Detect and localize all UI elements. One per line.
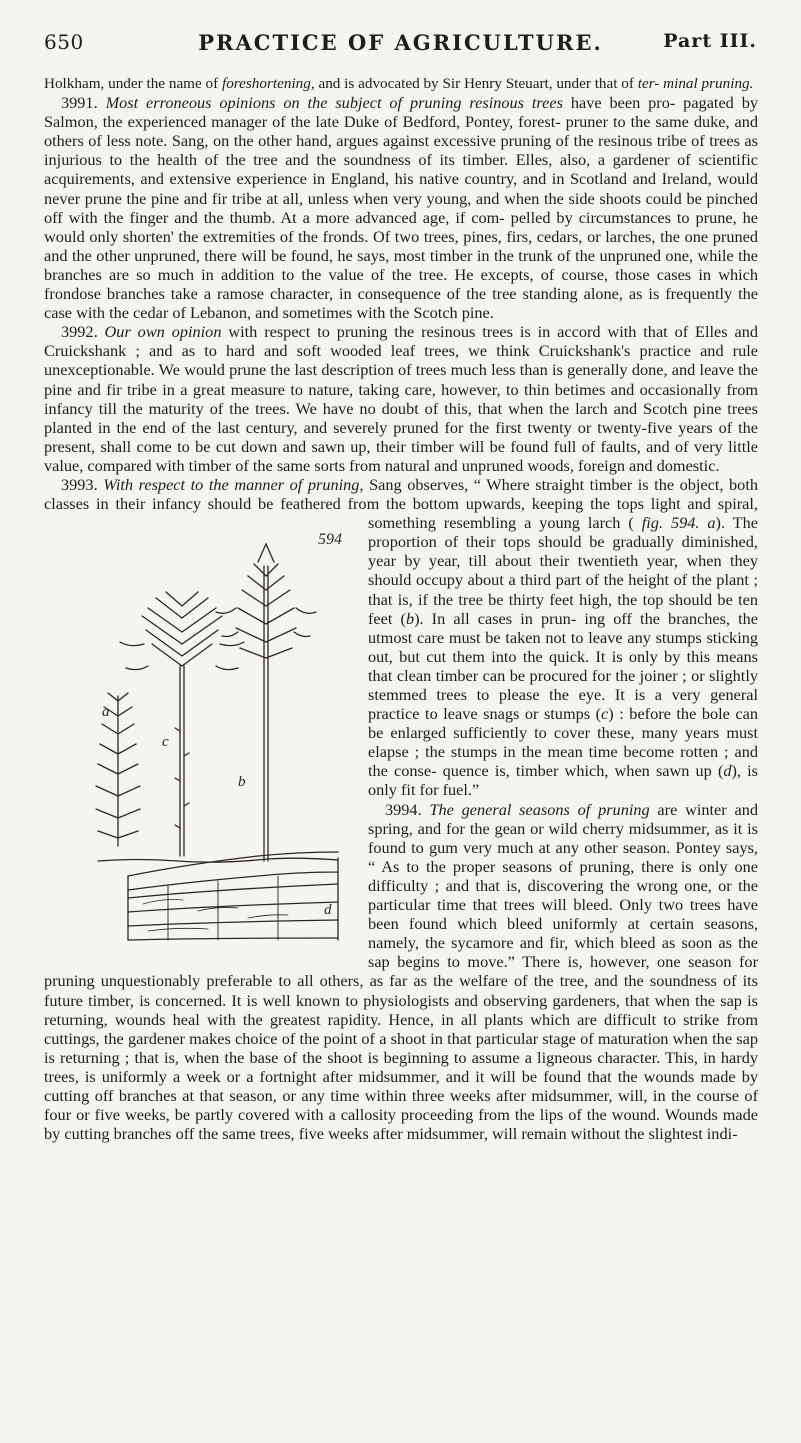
label-c: c — [162, 734, 169, 751]
paragraph-3993: 3993. With respect to the manner of pruning, Sang observes, “ Where straight timber is the object, both classes in their infancy should be feathered from the bottom upwards, keeping the tops light and spiral, something resembling a young larch ( 594 a b c d fig. 594. a). The proportion of their tops should be gradually diminished, year by year, till about their twentieth year, when they should occupy about a third part of the height of the plant ; that is, if the tree be thirty feet high, the top should be ten feet (b). In all cases in prun- ing off the branches, the utmost care must be taken not to leave any stumps sticking out, but cut them into the quick. It is only by this means that clean timber can be procured for the joiner ; or slightly stemmed trees to please the eye. It is a very general practice to leave snags or stumps (c) : before the bole can be enlarged sufficiently to cover these, many years must elapse ; the stumps in the mean time become rotten ; and the conse- quence is, timber which, when sawn up (d), is only fit for fuel.” — [44, 475, 758, 800]
tree-illustration — [88, 516, 350, 953]
figure-594-pruned-trees — [88, 516, 350, 953]
paragraph-heading: With respect to the manner of pruning, — [103, 474, 364, 494]
paragraph-heading: The general seasons of pruning — [429, 799, 650, 819]
paragraph-3994: 3994. The general seasons of pruning are winter and spring, and for the gean or wild cherry midsummer, as it is found to gum very much at any other season. Pontey says, “ As to the proper seasons of pruning, there is only one difficulty ; and that is, discovering the wrong one, or the particular time that trees will bleed. Only two trees have been found which bleed uniformly at certain seasons, namely, the sycamore and fir, which bleed as soon as the sap begins to move.” There is, however, one season for pruning unquestionably preferable to all others, as far as the welfare of the tree, and the soundness of its future timber, is concerned. It is well known to physiologists and observing gardeners, that when the sap is returning, wounds heal with the greatest rapidity. Hence, in all plants which are difficult to strike from cuttings, the gardener makes choice of the point of a shoot in that particular stage of maturation when the sap is returning ; that is, when the base of the shoot is beginning to assume a ligneous character. This, in hardy trees, is uniformly a week or a fortnight after midsummer, and it will be found that the wounds made by cutting off branches at that season, or any time within three weeks after midsummer, will, in the course of four or five weeks, be partly covered with a callosity proceeding from the lips of the wound. Wounds made by cutting branches off the same trees, five weeks after midsummer, will remain without the slightest indi- — [44, 799, 758, 1144]
label-b: b — [238, 774, 246, 791]
figure-reference: fig. 594. a — [641, 513, 716, 533]
page-number: 650 — [44, 30, 84, 54]
running-header — [44, 30, 757, 62]
paragraph-3991: 3991. Most erroneous opinions on the subject of pruning resinous trees have been pro- pagated by Salmon, the experienced manager of the late Duke of Bedford, Pontey, forest- pruner to the same duke, and others of less note. Sang, on the other hand, argues against excessive pruning of the resinous tribe of trees as injurious to the health of the tree and the soundness of its timber. Elles, also, a gardener of scientific acquirements, and extensive experience in England, his native country, and in Scotland and Ireland, would never prune the pine and fir tribe at all, unless when very young, and when the side shoots could be pinched off with the finger and the thumb. At a more advanced age, if com- pelled by circumstances to prune, he would only shorten' the extremities of the fronds. Of two trees, pines, firs, cedars, or larches, the one pruned and the other unpruned, there will be found, he says, most timber in the trunk of the unpruned one, while the branches are so much in addition to the value of the tree. He excepts, of course, those cases in which frondose branches take a ramose character, in consequence of the tree standing alone, as is frequently the case with the cedar of Lebanon, and sometimes with the Scotch pine. — [44, 93, 758, 323]
part-label: Part III. — [663, 30, 757, 52]
label-d: d — [324, 902, 332, 919]
paragraph-3992: 3992. Our own opinion with respect to pruning the resinous trees is in accord with that of Elles and Cruickshank ; and as to hard and soft wooded leaf trees, we think Cruickshank's practice and rule unexceptionable. We would prune the last description of trees much less than is generally done, and leave the pine and fir tribe in a great measure to nature, taking care, however, to thin betimes and occasionally from infancy till the maturity of the trees. We have no doubt of this, that when the larch and Scotch pine trees planted in the end of the last century, and severely pruned for the first twenty or twenty-five years of the present, shall come to be cut down and sawn up, their timber will be found full of faults, and of very little value, compared with timber of the same sorts from natural and unpruned woods, foreign and domestic. — [44, 322, 758, 475]
paragraph-number: 3994. — [385, 799, 422, 819]
paragraph-heading: Our own opinion — [104, 322, 222, 342]
intro-paragraph: Holkham, under the name of foreshortening, and is advocated by Sir Henry Steuart, under that of ter- minal pruning. — [44, 75, 754, 92]
label-a: a — [102, 704, 110, 721]
paragraph-number: 3993. — [61, 474, 98, 494]
paragraph-number: 3992. — [61, 322, 98, 342]
body-text — [44, 74, 758, 1143]
paragraph-number: 3991. — [61, 93, 98, 113]
paragraph-heading: Most erroneous opinions on the subject of pruning resinous trees — [105, 93, 563, 113]
running-title: PRACTICE OF AGRICULTURE. — [198, 30, 603, 55]
figure-number: 594 — [318, 531, 342, 549]
